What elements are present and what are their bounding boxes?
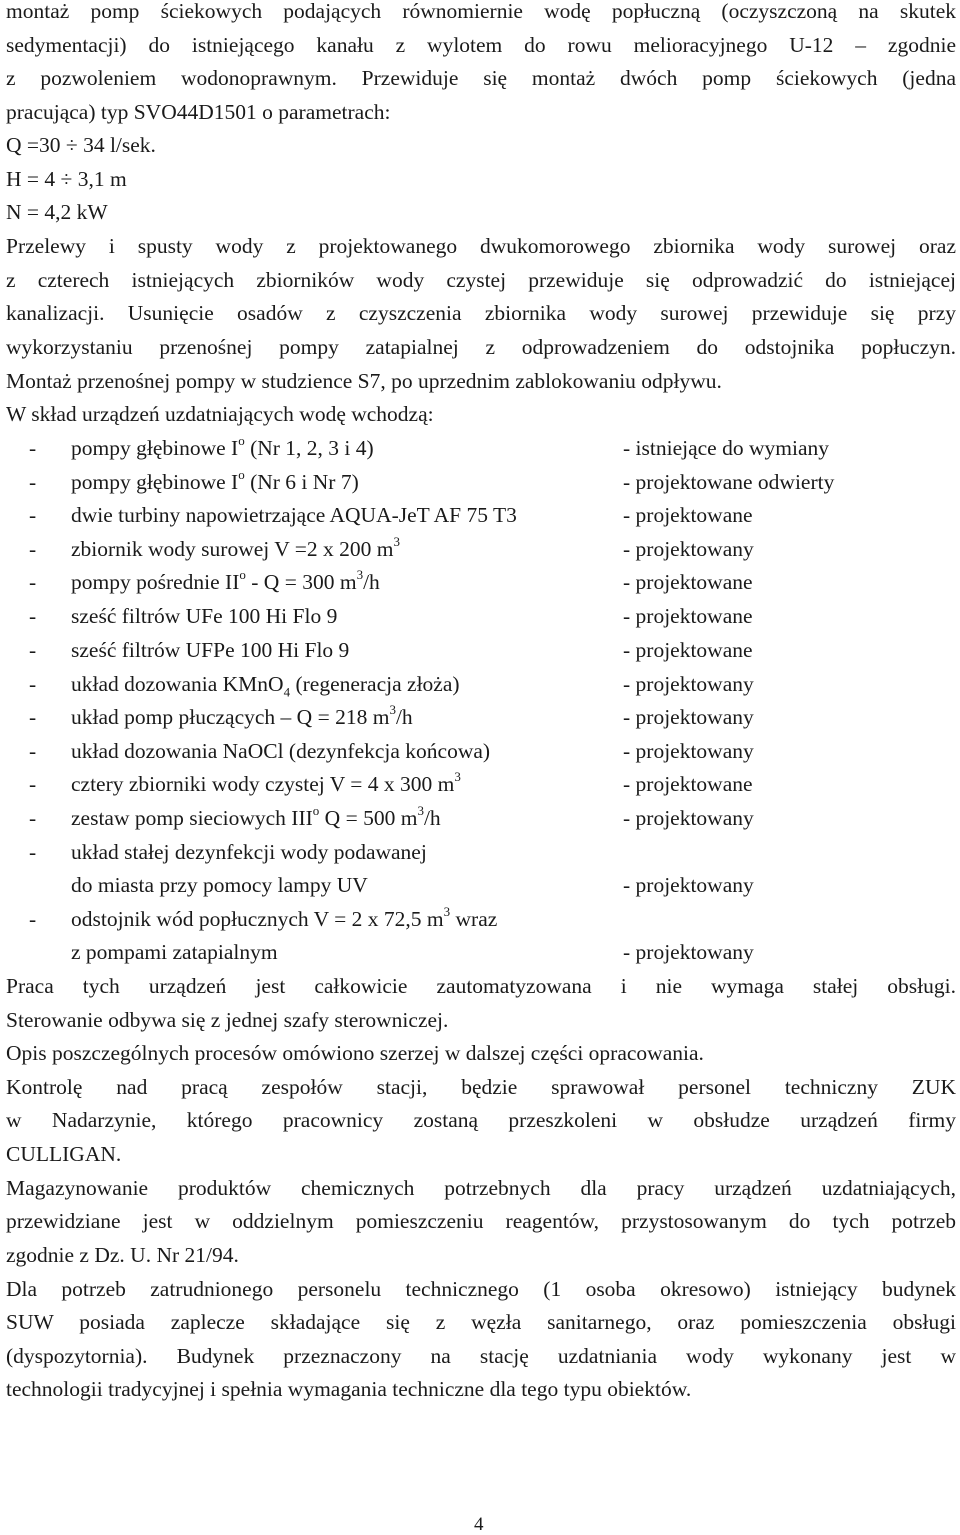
list-dash: - xyxy=(29,470,37,494)
item-description: do miasta przy pomocy lampy UV xyxy=(71,873,368,897)
equipment-list-item xyxy=(6,466,956,495)
equipment-list-item xyxy=(6,603,956,629)
list-dash: - xyxy=(29,672,37,696)
item-description: cztery zbiorniki wody czystej V = 4 x 300 $m^3$ xyxy=(71,768,461,796)
list-dash: - xyxy=(29,907,37,931)
item-description: odstojnik wód popłucznych V = 2 x 72,5 $m^3$ wraz xyxy=(71,903,498,931)
param-line: N = 4,2 kW xyxy=(6,200,108,224)
list-dash: - xyxy=(29,840,37,864)
paragraph-line: montaż pomp ściekowych podających równomiernie wodę popłuczną (oczyszczoną na skutek xyxy=(6,0,956,23)
item-description: pompy głębinowe $I^o$ (Nr 1, 2, 3 i 4) xyxy=(71,432,374,460)
paragraph-line: pracująca) typ SVO44D1501 o parametrach: xyxy=(6,100,391,124)
equipment-list-item xyxy=(6,939,956,965)
item-status: - projektowany xyxy=(623,672,754,696)
list-dash: - xyxy=(29,604,37,628)
list-dash: - xyxy=(29,503,37,527)
list-dash: - xyxy=(29,570,37,594)
paragraph-line: Praca tych urządzeń jest całkowicie zautomatyzowana i nie wymaga stałej obsługi. xyxy=(6,974,956,998)
list-dash: - xyxy=(29,436,37,460)
list-dash: - xyxy=(29,806,37,830)
equipment-list-item xyxy=(6,533,956,562)
item-description: układ dozowania NaOCl (dezynfekcja końcowa) xyxy=(71,739,491,763)
paragraph-line: Przelewy i spusty wody z projektowanego dwukomorowego zbiornika wody surowej oraz xyxy=(6,234,956,258)
item-description: układ pomp płuczących – Q = 218 $m^3/h$ xyxy=(71,701,413,729)
paragraph-line: Opis poszczególnych procesów omówiono szerzej w dalszej części opracowania. xyxy=(6,1041,704,1065)
paragraph-line: wykorzystaniu przenośnej pompy zatapialnej z odprowadzeniem do odstojnika popłuczyn. xyxy=(6,335,956,359)
paragraph-line: kanalizacji. Usunięcie osadów z czyszczenia zbiornika wody surowej przewiduje się przy xyxy=(6,301,956,325)
paragraph-line: Dla potrzeb zatrudnionego personelu technicznego (1 osoba okresowo) istniejący budynek xyxy=(6,1277,956,1301)
paragraph-line: Magazynowanie produktów chemicznych potrzebnych dla pracy urządzeń uzdatniających, xyxy=(6,1176,956,1200)
item-status: - projektowany xyxy=(623,739,754,763)
paragraph-line: CULLIGAN. xyxy=(6,1142,122,1166)
item-description: układ dozowania KMnO$_4$ (regeneracja złoża) xyxy=(71,672,460,700)
equipment-list-item xyxy=(6,802,956,831)
item-description: pompy głębinowe $I^o$ (Nr 6 i Nr 7) xyxy=(71,466,359,494)
paragraph-line: z pozwoleniem wodonoprawnym. Przewiduje się montaż dwóch pomp ściekowych (jedna xyxy=(6,66,956,90)
item-status: - projektowany xyxy=(623,873,754,897)
item-description: zestaw pomp sieciowych III$^o$ Q = 500 $m^3/h$ xyxy=(71,802,441,830)
item-status: - projektowany xyxy=(623,705,754,729)
equipment-list-item xyxy=(6,637,956,663)
paragraph-line: SUW posiada zaplecze składające się z węzła sanitarnego, oraz pomieszczenia obsługi xyxy=(6,1310,956,1334)
item-description: układ stałej dezynfekcji wody podawanej xyxy=(71,840,427,864)
param-line: Q =30 ÷ 34 l/sek. xyxy=(6,133,156,157)
equipment-list-item xyxy=(6,768,956,797)
equipment-list-item xyxy=(6,566,956,595)
item-description: pompy pośrednie $II^o - Q = 300$ $m^3/h$ xyxy=(71,566,380,594)
list-dash: - xyxy=(29,705,37,729)
item-status: - projektowane xyxy=(623,570,753,594)
item-status: - projektowane xyxy=(623,638,753,662)
param-line: H = 4 ÷ 3,1 m xyxy=(6,167,127,191)
equipment-list-item xyxy=(6,671,956,700)
equipment-list-item xyxy=(6,903,956,932)
equipment-list-item xyxy=(6,872,956,898)
item-description: sześć filtrów UFe 100 Hi Flo 9 xyxy=(71,604,338,628)
paragraph-line: w Nadarzynie, którego pracownicy zostaną przeszkoleni w obsłudze urządzeń firmy xyxy=(6,1108,956,1132)
list-dash: - xyxy=(29,739,37,763)
item-status: - projektowane odwierty xyxy=(623,470,835,494)
item-status: - projektowany xyxy=(623,806,754,830)
paragraph-line: Sterowanie odbywa się z jednej szafy sterowniczej. xyxy=(6,1008,449,1032)
equipment-list-item xyxy=(6,701,956,730)
list-intro: W skład urządzeń uzdatniających wodę wchodzą: xyxy=(6,402,434,426)
item-status: - projektowany xyxy=(623,940,754,964)
item-status: - projektowany xyxy=(623,537,754,561)
paragraph-line: Kontrolę nad pracą zespołów stacji, będzie sprawował personel techniczny ZUK xyxy=(6,1075,956,1099)
page-number: 4 xyxy=(474,1514,484,1535)
item-description: z pompami zatapialnym xyxy=(71,940,278,964)
paragraph-line: sedymentacji) do istniejącego kanału z wylotem do rowu melioracyjnego U-12 – zgodnie xyxy=(6,33,956,57)
item-status: - projektowane xyxy=(623,604,753,628)
paragraph-line: (dyspozytornia). Budynek przeznaczony na stację uzdatniania wody wykonany jest w xyxy=(6,1344,956,1368)
paragraph-line: technologii tradycyjnej i spełnia wymagania techniczne dla tego typu obiektów. xyxy=(6,1377,692,1401)
item-description: dwie turbiny napowietrzające AQUA-JeT AF 75 T3 xyxy=(71,503,517,527)
equipment-list-item xyxy=(6,738,956,764)
item-status: - projektowane xyxy=(623,503,753,527)
equipment-list-item xyxy=(6,502,956,528)
paragraph-line: Montaż przenośnej pompy w studzience S7, po uprzednim zablokowaniu odpływu. xyxy=(6,369,722,393)
item-description: sześć filtrów UFPe 100 Hi Flo 9 xyxy=(71,638,350,662)
equipment-list-item xyxy=(6,839,956,865)
list-dash: - xyxy=(29,638,37,662)
item-status: - istniejące do wymiany xyxy=(623,436,829,460)
paragraph-line: z czterech istniejących zbiorników wody czystej przewiduje się odprowadzić do istniejącej xyxy=(6,268,956,292)
list-dash: - xyxy=(29,772,37,796)
item-description: zbiornik wody surowej V =2 x 200 $m^3$ xyxy=(71,533,400,561)
paragraph-line: przewidziane jest w oddzielnym pomieszczeniu reagentów, przystosowanym do tych potrzeb xyxy=(6,1209,956,1233)
item-status: - projektowane xyxy=(623,772,753,796)
paragraph-line: zgodnie z Dz. U. Nr 21/94. xyxy=(6,1243,239,1267)
equipment-list-item xyxy=(6,432,956,461)
list-dash: - xyxy=(29,537,37,561)
